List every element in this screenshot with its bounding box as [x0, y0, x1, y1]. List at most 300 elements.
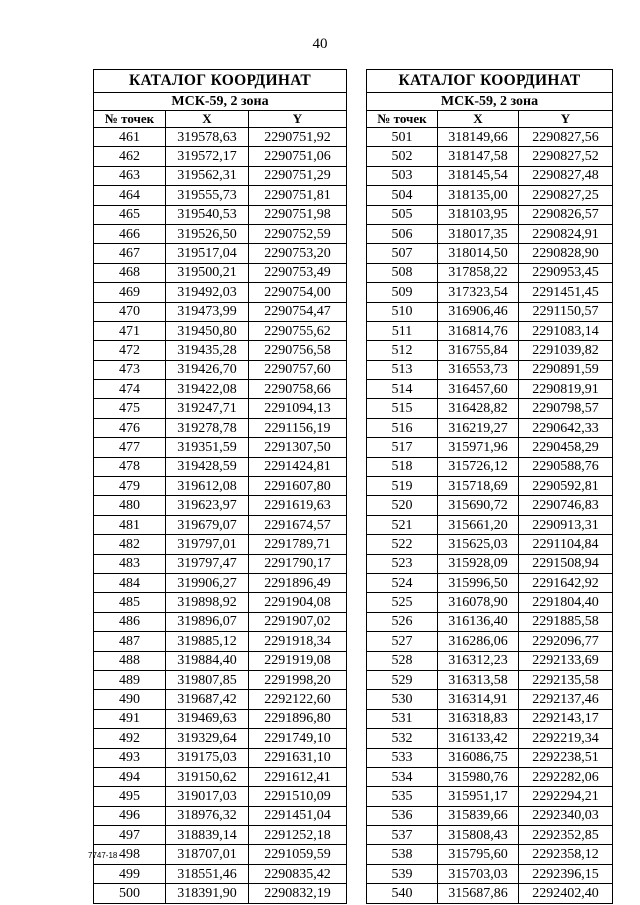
point-number-cell: 525 [367, 593, 438, 612]
table-row [94, 612, 347, 631]
y-coordinate-cell: 2290753,20 [249, 244, 347, 263]
point-number-cell: 484 [94, 573, 166, 592]
y-coordinate-cell: 2290913,31 [519, 515, 613, 534]
x-coordinate-cell: 315996,50 [438, 573, 519, 592]
table-row [367, 554, 613, 573]
table-row [94, 496, 347, 515]
point-number-cell: 528 [367, 651, 438, 670]
table-row [94, 457, 347, 476]
point-number-cell: 461 [94, 128, 166, 147]
point-number-cell: 524 [367, 573, 438, 592]
x-coordinate-cell: 317858,22 [438, 263, 519, 282]
x-coordinate-cell: 315703,03 [438, 864, 519, 883]
x-coordinate-cell: 315951,17 [438, 787, 519, 806]
table-row [367, 651, 613, 670]
y-coordinate-cell: 2292282,06 [519, 767, 613, 786]
x-coordinate-cell: 317323,54 [438, 283, 519, 302]
y-coordinate-cell: 2291998,20 [249, 670, 347, 689]
x-coordinate-cell: 316755,84 [438, 341, 519, 360]
point-number-cell: 534 [367, 767, 438, 786]
table-row [367, 224, 613, 243]
x-coordinate-cell: 319435,28 [166, 341, 249, 360]
x-coordinate-cell: 319807,85 [166, 670, 249, 689]
point-number-cell: 504 [367, 186, 438, 205]
table-row [367, 438, 613, 457]
y-coordinate-cell: 2290798,57 [519, 399, 613, 418]
table-row [367, 864, 613, 883]
y-coordinate-cell: 2290751,92 [249, 128, 347, 147]
point-number-cell: 509 [367, 283, 438, 302]
y-coordinate-cell: 2290824,91 [519, 224, 613, 243]
y-coordinate-cell: 2290458,29 [519, 438, 613, 457]
x-coordinate-cell: 319278,78 [166, 418, 249, 437]
point-number-cell: 465 [94, 205, 166, 224]
table-row [94, 283, 347, 302]
table-row [367, 845, 613, 864]
y-coordinate-cell: 2291607,80 [249, 477, 347, 496]
point-number-cell: 505 [367, 205, 438, 224]
table-row [94, 535, 347, 554]
table-row [94, 573, 347, 592]
column-header-y: Y [519, 111, 613, 128]
x-coordinate-cell: 319017,03 [166, 787, 249, 806]
point-number-cell: 502 [367, 147, 438, 166]
y-coordinate-cell: 2290835,42 [249, 864, 347, 883]
point-number-cell: 462 [94, 147, 166, 166]
y-coordinate-cell: 2291307,50 [249, 438, 347, 457]
x-coordinate-cell: 315980,76 [438, 767, 519, 786]
y-coordinate-cell: 2292137,46 [519, 690, 613, 709]
table-row [367, 826, 613, 845]
y-coordinate-cell: 2292133,69 [519, 651, 613, 670]
y-coordinate-cell: 2292340,03 [519, 806, 613, 825]
point-number-cell: 520 [367, 496, 438, 515]
table-title: КАТАЛОГ КООРДИНАТ [367, 70, 613, 93]
table-row [367, 418, 613, 437]
x-coordinate-cell: 316313,58 [438, 670, 519, 689]
point-number-cell: 518 [367, 457, 438, 476]
y-coordinate-cell: 2291674,57 [249, 515, 347, 534]
point-number-cell: 512 [367, 341, 438, 360]
point-number-cell: 496 [94, 806, 166, 825]
table-row [94, 826, 347, 845]
y-coordinate-cell: 2290642,33 [519, 418, 613, 437]
table-row [367, 593, 613, 612]
x-coordinate-cell: 319612,08 [166, 477, 249, 496]
point-number-cell: 471 [94, 321, 166, 340]
point-number-cell: 493 [94, 748, 166, 767]
point-number-cell: 508 [367, 263, 438, 282]
x-coordinate-cell: 319898,92 [166, 593, 249, 612]
x-coordinate-cell: 319797,47 [166, 554, 249, 573]
y-coordinate-cell: 2291083,14 [519, 321, 613, 340]
table-subtitle: МСК-59, 2 зона [367, 93, 613, 111]
y-coordinate-cell: 2291039,82 [519, 341, 613, 360]
y-coordinate-cell: 2291896,80 [249, 709, 347, 728]
x-coordinate-cell: 315808,43 [438, 826, 519, 845]
x-coordinate-cell: 319422,08 [166, 380, 249, 399]
y-coordinate-cell: 2292135,58 [519, 670, 613, 689]
y-coordinate-cell: 2290757,60 [249, 360, 347, 379]
table-row [94, 729, 347, 748]
x-coordinate-cell: 319351,59 [166, 438, 249, 457]
y-coordinate-cell: 2290891,59 [519, 360, 613, 379]
x-coordinate-cell: 316286,06 [438, 632, 519, 651]
x-coordinate-cell: 319797,01 [166, 535, 249, 554]
point-number-cell: 467 [94, 244, 166, 263]
y-coordinate-cell: 2290592,81 [519, 477, 613, 496]
x-coordinate-cell: 318017,35 [438, 224, 519, 243]
x-coordinate-cell: 319150,62 [166, 767, 249, 786]
point-number-cell: 481 [94, 515, 166, 534]
table-row [94, 360, 347, 379]
y-coordinate-cell: 2292143,17 [519, 709, 613, 728]
y-coordinate-cell: 2291150,57 [519, 302, 613, 321]
y-coordinate-cell: 2292402,40 [519, 884, 613, 903]
y-coordinate-cell: 2291631,10 [249, 748, 347, 767]
point-number-cell: 488 [94, 651, 166, 670]
table-row [367, 690, 613, 709]
coordinates-table-right [366, 69, 613, 904]
table-title: КАТАЛОГ КООРДИНАТ [94, 70, 347, 93]
x-coordinate-cell: 319578,63 [166, 128, 249, 147]
table-row [94, 302, 347, 321]
y-coordinate-cell: 2291804,40 [519, 593, 613, 612]
table-row [94, 224, 347, 243]
y-coordinate-cell: 2290819,91 [519, 380, 613, 399]
table-row [94, 438, 347, 457]
table-row [367, 670, 613, 689]
column-header-x: X [166, 111, 249, 128]
table-row [367, 884, 613, 903]
y-coordinate-cell: 2290751,06 [249, 147, 347, 166]
table-row [94, 205, 347, 224]
table-row [94, 884, 347, 903]
point-number-cell: 522 [367, 535, 438, 554]
point-number-cell: 464 [94, 186, 166, 205]
point-number-cell: 501 [367, 128, 438, 147]
table-row [94, 767, 347, 786]
x-coordinate-cell: 316318,83 [438, 709, 519, 728]
table-row [367, 632, 613, 651]
x-coordinate-cell: 318149,66 [438, 128, 519, 147]
y-coordinate-cell: 2291451,45 [519, 283, 613, 302]
point-number-cell: 499 [94, 864, 166, 883]
x-coordinate-cell: 318014,50 [438, 244, 519, 263]
x-coordinate-cell: 318839,14 [166, 826, 249, 845]
x-coordinate-cell: 319426,70 [166, 360, 249, 379]
table-row [367, 496, 613, 515]
table-row [367, 341, 613, 360]
x-coordinate-cell: 318976,32 [166, 806, 249, 825]
y-coordinate-cell: 2291510,09 [249, 787, 347, 806]
table-row [367, 477, 613, 496]
x-coordinate-cell: 318103,95 [438, 205, 519, 224]
x-coordinate-cell: 316219,27 [438, 418, 519, 437]
point-number-cell: 527 [367, 632, 438, 651]
x-coordinate-cell: 319679,07 [166, 515, 249, 534]
table-row [94, 128, 347, 147]
point-number-cell: 480 [94, 496, 166, 515]
page-number: 40 [312, 36, 328, 52]
table-row [94, 845, 347, 864]
table-row [94, 554, 347, 573]
table-body [367, 128, 613, 904]
x-coordinate-cell: 315687,86 [438, 884, 519, 903]
x-coordinate-cell: 319247,71 [166, 399, 249, 418]
x-coordinate-cell: 316312,23 [438, 651, 519, 670]
y-coordinate-cell: 2290751,81 [249, 186, 347, 205]
y-coordinate-cell: 2291252,18 [249, 826, 347, 845]
y-coordinate-cell: 2290752,59 [249, 224, 347, 243]
table-row [367, 321, 613, 340]
point-number-cell: 489 [94, 670, 166, 689]
x-coordinate-cell: 315625,03 [438, 535, 519, 554]
table-row [367, 166, 613, 185]
point-number-cell: 492 [94, 729, 166, 748]
x-coordinate-cell: 315795,60 [438, 845, 519, 864]
table-row [367, 787, 613, 806]
point-number-cell: 487 [94, 632, 166, 651]
y-coordinate-cell: 2291904,08 [249, 593, 347, 612]
point-number-cell: 513 [367, 360, 438, 379]
table-row [367, 748, 613, 767]
y-coordinate-cell: 2292122,60 [249, 690, 347, 709]
column-header-x: X [438, 111, 519, 128]
point-number-cell: 526 [367, 612, 438, 631]
y-coordinate-cell: 2291918,34 [249, 632, 347, 651]
point-number-cell: 474 [94, 380, 166, 399]
y-coordinate-cell: 2290751,29 [249, 166, 347, 185]
x-coordinate-cell: 319896,07 [166, 612, 249, 631]
x-coordinate-cell: 319623,97 [166, 496, 249, 515]
point-number-cell: 491 [94, 709, 166, 728]
point-number-cell: 519 [367, 477, 438, 496]
table-body [94, 128, 347, 904]
point-number-cell: 521 [367, 515, 438, 534]
table-row [367, 128, 613, 147]
table-row [94, 244, 347, 263]
y-coordinate-cell: 2292096,77 [519, 632, 613, 651]
y-coordinate-cell: 2292219,34 [519, 729, 613, 748]
x-coordinate-cell: 319906,27 [166, 573, 249, 592]
x-coordinate-cell: 318391,90 [166, 884, 249, 903]
y-coordinate-cell: 2291790,17 [249, 554, 347, 573]
y-coordinate-cell: 2290754,00 [249, 283, 347, 302]
y-coordinate-cell: 2290746,83 [519, 496, 613, 515]
point-number-cell: 507 [367, 244, 438, 263]
x-coordinate-cell: 316428,82 [438, 399, 519, 418]
x-coordinate-cell: 316906,46 [438, 302, 519, 321]
table-row [94, 651, 347, 670]
table-row [367, 399, 613, 418]
point-number-cell: 479 [94, 477, 166, 496]
table-row [94, 166, 347, 185]
document-code: 7747-18 [88, 851, 118, 860]
point-number-cell: 495 [94, 787, 166, 806]
point-number-cell: 515 [367, 399, 438, 418]
y-coordinate-cell: 2291094,13 [249, 399, 347, 418]
point-number-cell: 490 [94, 690, 166, 709]
y-coordinate-cell: 2290827,25 [519, 186, 613, 205]
y-coordinate-cell: 2292358,12 [519, 845, 613, 864]
point-number-cell: 506 [367, 224, 438, 243]
y-coordinate-cell: 2291919,08 [249, 651, 347, 670]
x-coordinate-cell: 315661,20 [438, 515, 519, 534]
x-coordinate-cell: 318147,58 [438, 147, 519, 166]
x-coordinate-cell: 315971,96 [438, 438, 519, 457]
x-coordinate-cell: 319572,17 [166, 147, 249, 166]
y-coordinate-cell: 2291424,81 [249, 457, 347, 476]
point-number-cell: 531 [367, 709, 438, 728]
y-coordinate-cell: 2291896,49 [249, 573, 347, 592]
table-row [94, 399, 347, 418]
column-header-point-number: № точек [94, 111, 166, 128]
table-row [367, 612, 613, 631]
point-number-cell: 503 [367, 166, 438, 185]
x-coordinate-cell: 319517,04 [166, 244, 249, 263]
x-coordinate-cell: 315718,69 [438, 477, 519, 496]
table-row [94, 147, 347, 166]
x-coordinate-cell: 319555,73 [166, 186, 249, 205]
table-row [94, 690, 347, 709]
point-number-cell: 476 [94, 418, 166, 437]
x-coordinate-cell: 319500,21 [166, 263, 249, 282]
x-coordinate-cell: 315839,66 [438, 806, 519, 825]
point-number-cell: 466 [94, 224, 166, 243]
x-coordinate-cell: 319473,99 [166, 302, 249, 321]
table-row [94, 748, 347, 767]
table-row [367, 380, 613, 399]
y-coordinate-cell: 2290751,98 [249, 205, 347, 224]
point-number-cell: 516 [367, 418, 438, 437]
point-number-cell: 497 [94, 826, 166, 845]
table-row [94, 670, 347, 689]
x-coordinate-cell: 315928,09 [438, 554, 519, 573]
table-row [94, 321, 347, 340]
column-header-y: Y [249, 111, 347, 128]
y-coordinate-cell: 2290832,19 [249, 884, 347, 903]
point-number-cell: 539 [367, 864, 438, 883]
point-number-cell: 511 [367, 321, 438, 340]
point-number-cell: 533 [367, 748, 438, 767]
point-number-cell: 530 [367, 690, 438, 709]
table-row [367, 709, 613, 728]
point-number-cell: 540 [367, 884, 438, 903]
y-coordinate-cell: 2292294,21 [519, 787, 613, 806]
y-coordinate-cell: 2291789,71 [249, 535, 347, 554]
y-coordinate-cell: 2290588,76 [519, 457, 613, 476]
x-coordinate-cell: 319428,59 [166, 457, 249, 476]
x-coordinate-cell: 319885,12 [166, 632, 249, 651]
x-coordinate-cell: 315690,72 [438, 496, 519, 515]
point-number-cell: 472 [94, 341, 166, 360]
x-coordinate-cell: 316086,75 [438, 748, 519, 767]
y-coordinate-cell: 2291508,94 [519, 554, 613, 573]
y-coordinate-cell: 2291907,02 [249, 612, 347, 631]
x-coordinate-cell: 319526,50 [166, 224, 249, 243]
table-row [94, 864, 347, 883]
point-number-cell: 536 [367, 806, 438, 825]
point-number-cell: 500 [94, 884, 166, 903]
x-coordinate-cell: 319687,42 [166, 690, 249, 709]
x-coordinate-cell: 319884,40 [166, 651, 249, 670]
x-coordinate-cell: 318707,01 [166, 845, 249, 864]
y-coordinate-cell: 2290826,57 [519, 205, 613, 224]
point-number-cell: 535 [367, 787, 438, 806]
x-coordinate-cell: 318135,00 [438, 186, 519, 205]
x-coordinate-cell: 319562,31 [166, 166, 249, 185]
y-coordinate-cell: 2290753,49 [249, 263, 347, 282]
point-number-cell: 498 [94, 845, 166, 864]
y-coordinate-cell: 2290953,45 [519, 263, 613, 282]
table-row [367, 205, 613, 224]
point-number-cell: 532 [367, 729, 438, 748]
point-number-cell: 483 [94, 554, 166, 573]
table-row [367, 806, 613, 825]
x-coordinate-cell: 319469,63 [166, 709, 249, 728]
point-number-cell: 494 [94, 767, 166, 786]
table-row [94, 263, 347, 282]
table-row [94, 787, 347, 806]
table-row [94, 632, 347, 651]
x-coordinate-cell: 319492,03 [166, 283, 249, 302]
y-coordinate-cell: 2290827,56 [519, 128, 613, 147]
x-coordinate-cell: 316553,73 [438, 360, 519, 379]
x-coordinate-cell: 315726,12 [438, 457, 519, 476]
y-coordinate-cell: 2291642,92 [519, 573, 613, 592]
point-number-cell: 482 [94, 535, 166, 554]
x-coordinate-cell: 316814,76 [438, 321, 519, 340]
y-coordinate-cell: 2290756,58 [249, 341, 347, 360]
x-coordinate-cell: 319540,53 [166, 205, 249, 224]
point-number-cell: 468 [94, 263, 166, 282]
point-number-cell: 510 [367, 302, 438, 321]
coordinates-table-left [93, 69, 347, 904]
y-coordinate-cell: 2292352,85 [519, 826, 613, 845]
table-subtitle: МСК-59, 2 зона [94, 93, 347, 111]
y-coordinate-cell: 2291612,41 [249, 767, 347, 786]
table-row [367, 515, 613, 534]
y-coordinate-cell: 2290754,47 [249, 302, 347, 321]
y-coordinate-cell: 2291749,10 [249, 729, 347, 748]
y-coordinate-cell: 2290828,90 [519, 244, 613, 263]
y-coordinate-cell: 2290758,66 [249, 380, 347, 399]
y-coordinate-cell: 2291156,19 [249, 418, 347, 437]
y-coordinate-cell: 2290755,62 [249, 321, 347, 340]
point-number-cell: 463 [94, 166, 166, 185]
y-coordinate-cell: 2290827,52 [519, 147, 613, 166]
x-coordinate-cell: 316314,91 [438, 690, 519, 709]
x-coordinate-cell: 319450,80 [166, 321, 249, 340]
point-number-cell: 470 [94, 302, 166, 321]
y-coordinate-cell: 2291885,58 [519, 612, 613, 631]
point-number-cell: 514 [367, 380, 438, 399]
table-row [94, 341, 347, 360]
table-row [94, 380, 347, 399]
y-coordinate-cell: 2291104,84 [519, 535, 613, 554]
table-row [367, 573, 613, 592]
table-row [94, 593, 347, 612]
point-number-cell: 473 [94, 360, 166, 379]
x-coordinate-cell: 319329,64 [166, 729, 249, 748]
point-number-cell: 475 [94, 399, 166, 418]
x-coordinate-cell: 318145,54 [438, 166, 519, 185]
point-number-cell: 486 [94, 612, 166, 631]
table-row [94, 806, 347, 825]
x-coordinate-cell: 316078,90 [438, 593, 519, 612]
point-number-cell: 485 [94, 593, 166, 612]
